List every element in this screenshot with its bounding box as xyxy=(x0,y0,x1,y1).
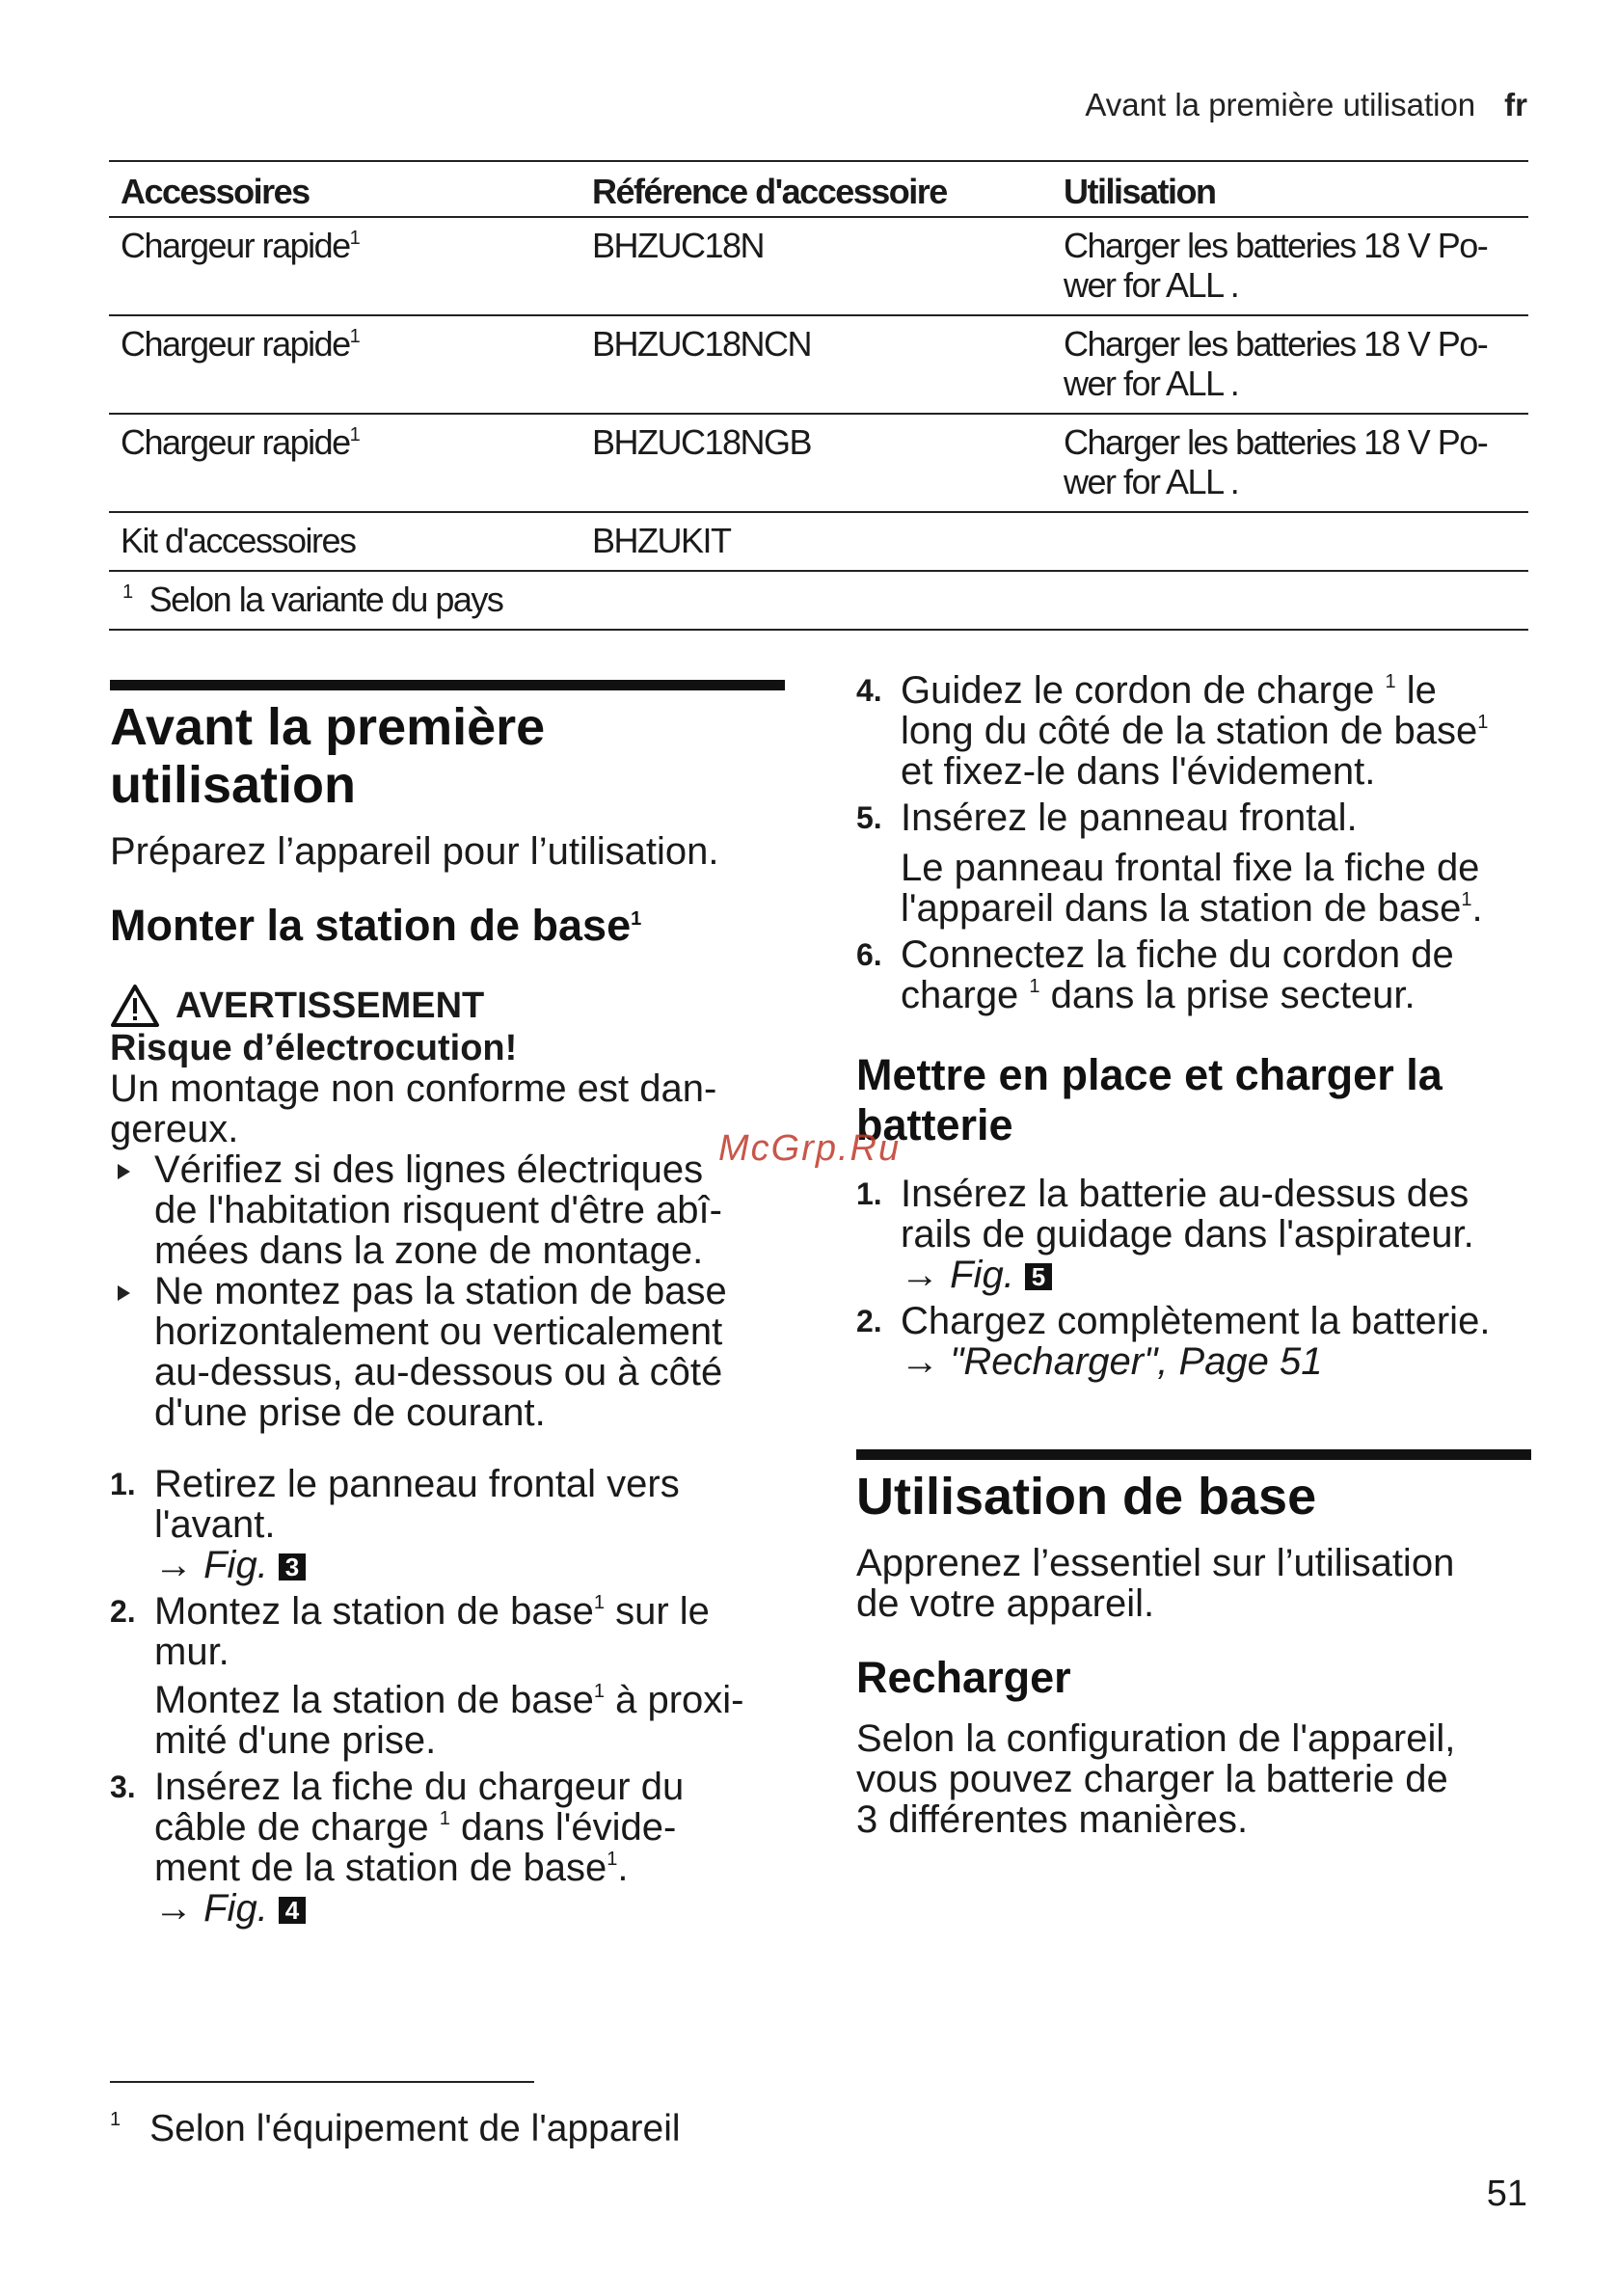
cell-sup: 1 xyxy=(349,228,360,249)
mount-steps xyxy=(110,1464,785,1929)
cell-sup: 1 xyxy=(349,424,360,446)
list-item xyxy=(110,1591,785,1761)
figure-reference xyxy=(154,1887,306,1930)
warning-title xyxy=(110,984,785,1028)
sup-mark: 1 xyxy=(607,1849,618,1870)
cell-name: Chargeur rapide xyxy=(121,422,350,462)
sup-mark: 1 xyxy=(1461,889,1472,910)
text-line: Connectez la fiche du cordon de xyxy=(901,933,1454,976)
cell-sup: 1 xyxy=(349,326,360,347)
text-line: horizontalement ou verticalement xyxy=(154,1310,723,1353)
text-line: vous pouvez charger la batterie de xyxy=(856,1758,1448,1800)
footnote-mark: 1 xyxy=(110,2109,121,2130)
warning-triangle-icon xyxy=(110,984,160,1028)
subheading-text: Monter la station de base xyxy=(110,901,632,950)
body-text xyxy=(856,1718,1531,1840)
ref-text[interactable]: "Recharger", Page 51 xyxy=(950,1340,1323,1383)
arrow-icon: → xyxy=(154,1544,193,1586)
cell-ref: BHZUC18N xyxy=(580,217,1052,315)
language-code: fr xyxy=(1504,87,1527,122)
arrow-icon: → xyxy=(901,1254,939,1296)
heading-line: utilisation xyxy=(110,756,356,814)
cell-name: Chargeur rapide xyxy=(121,324,350,364)
text-line: l'appareil dans la station de base xyxy=(901,887,1462,930)
text-line: Un montage non conforme est dan- xyxy=(110,1067,717,1110)
col-header-reference: Référence d'accessoire xyxy=(580,161,1052,217)
step-note: Le panneau frontal fixe la fiche de l'appareil dans la station de base$^1$. xyxy=(901,847,1483,930)
cell-use-cont: wer for ALL . xyxy=(1064,364,1239,403)
figure-number-badge: 3 xyxy=(279,1553,306,1580)
text-line: rails de guidage dans l'aspirateur. xyxy=(901,1213,1474,1256)
footnote-text: Selon l'équipement de l'appareil xyxy=(149,2108,681,2149)
text-line: Montez la station de base xyxy=(154,1590,594,1633)
text-line: l'avant. xyxy=(154,1503,276,1546)
cell-use: Charger les batteries 18 V Po- xyxy=(1064,226,1488,265)
warning-text xyxy=(110,1068,785,1149)
step-number: 3. xyxy=(110,1769,136,1804)
table-note-row xyxy=(109,571,1528,630)
text-line: charge xyxy=(901,974,1030,1016)
text-line: de votre appareil. xyxy=(856,1582,1155,1625)
sup-mark: 1 xyxy=(593,1681,605,1702)
section-rule xyxy=(856,1449,1531,1460)
text-line: Insérez la batterie au-dessus des xyxy=(901,1173,1470,1215)
subheading xyxy=(856,1050,1531,1150)
text-line: mées dans la zone de montage. xyxy=(154,1229,704,1272)
arrow-icon: → xyxy=(154,1887,193,1930)
cell-ref: BHZUC18NGB xyxy=(580,414,1052,512)
text-line: long du côté de la station de base xyxy=(901,710,1478,752)
table-row xyxy=(109,414,1528,512)
cell-name: Chargeur rapide xyxy=(121,226,350,265)
ref-text: Fig. xyxy=(950,1254,1014,1296)
table-row xyxy=(109,512,1528,571)
text-line: dans la prise secteur. xyxy=(1039,974,1416,1016)
step-number: 1. xyxy=(110,1467,136,1501)
step-number: 4. xyxy=(856,673,882,708)
list-item xyxy=(856,934,1531,1015)
figure-reference xyxy=(154,1544,306,1586)
ref-text: Fig. xyxy=(203,1887,268,1930)
text-line: Guidez le cordon de charge xyxy=(901,669,1386,712)
page-number: 51 xyxy=(1486,2174,1527,2214)
intro-text xyxy=(856,1543,1531,1624)
warning-label: AVERTISSEMENT xyxy=(175,986,485,1026)
section-rule xyxy=(110,680,785,690)
cell-ref: BHZUKIT xyxy=(580,512,1052,571)
page-reference-link[interactable] xyxy=(901,1340,1323,1383)
figure-number-badge: 5 xyxy=(1025,1263,1052,1290)
cell-ref: BHZUC18NCN xyxy=(580,315,1052,414)
note-mark: 1 xyxy=(122,581,132,603)
intro-text: Préparez l’appareil pour l’utilisation. xyxy=(110,830,719,873)
text-line: Insérez le panneau frontal. xyxy=(901,797,1358,839)
battery-steps xyxy=(856,1174,1531,1382)
text-line: le xyxy=(1395,669,1437,712)
heading-line: batterie xyxy=(856,1100,1013,1149)
sup-mark: 1 xyxy=(1385,671,1396,692)
step-number: 6. xyxy=(856,937,882,972)
sup-mark: 1 xyxy=(1029,976,1040,997)
subheading xyxy=(110,901,785,951)
step-note xyxy=(154,1680,785,1761)
heading-line: Avant la première xyxy=(110,698,546,756)
cell-use-cont: wer for ALL . xyxy=(1064,265,1239,305)
text-line: Le panneau frontal fixe la fiche de xyxy=(901,847,1480,889)
list-item: 3. Insérez la fiche du chargeur du câble de charge $^1$ dans l'évide- ment de la station de base$^1$. → Fig. 4 xyxy=(110,1766,685,1930)
step-number: 1. xyxy=(856,1176,882,1211)
list-item xyxy=(856,670,1531,792)
arrow-icon: → xyxy=(901,1340,939,1383)
text-line: et fixez-le dans l'évidement. xyxy=(901,750,1376,793)
text-line: sur le xyxy=(604,1590,710,1633)
section-title: Avant la première utilisation xyxy=(1085,87,1476,122)
warning-bullets xyxy=(110,1149,785,1433)
text-line: Selon la configuration de l'appareil, xyxy=(856,1717,1456,1760)
table-row xyxy=(109,217,1528,315)
sup-mark: 1 xyxy=(439,1808,450,1829)
step-number: 5. xyxy=(856,800,882,835)
list-item xyxy=(110,1464,785,1585)
text-line: Insérez la fiche du chargeur du xyxy=(154,1766,685,1808)
text-line: câble de charge xyxy=(154,1806,440,1849)
footnote xyxy=(110,2108,681,2150)
list-item xyxy=(856,1301,1531,1382)
table-note: Selon la variante du pays xyxy=(148,580,503,619)
text-line: dans l'évide- xyxy=(449,1806,677,1849)
section-heading xyxy=(110,698,785,814)
right-column xyxy=(856,670,1531,1840)
warning-box xyxy=(110,984,785,1433)
subheading: Recharger xyxy=(856,1653,1071,1702)
cell-use: Charger les batteries 18 V Po- xyxy=(1064,422,1488,462)
mount-steps-continued xyxy=(856,670,1531,1015)
col-header-accessoires: Accessoires xyxy=(109,161,580,217)
text-line: mur. xyxy=(154,1631,229,1673)
step-number: 2. xyxy=(856,1304,882,1338)
text-line: Apprenez l’essentiel sur l’utilisation xyxy=(856,1542,1455,1584)
text-line: de l'habitation risquent d'être abî- xyxy=(154,1189,722,1231)
sup-mark: 1 xyxy=(1477,712,1489,733)
section-heading: Utilisation de base xyxy=(856,1468,1317,1526)
text-line: Montez la station de base xyxy=(154,1679,594,1721)
text-line: ment de la station de base xyxy=(154,1847,607,1889)
figure-number-badge: 4 xyxy=(279,1897,306,1924)
warning-subtitle: Risque d’électrocution! xyxy=(110,1028,518,1068)
sup-mark: 1 xyxy=(631,908,642,930)
cell-name: Kit d'accessoires xyxy=(109,512,580,571)
list-item xyxy=(110,1149,785,1271)
ref-text: Fig. xyxy=(203,1544,268,1586)
list-item xyxy=(110,1271,785,1433)
accessories-table xyxy=(109,160,1528,631)
text-line: 3 différentes manières. xyxy=(856,1798,1249,1841)
cell-use xyxy=(1052,512,1528,571)
table-row xyxy=(109,315,1528,414)
text-line: d'une prise de courant. xyxy=(154,1391,546,1434)
running-header xyxy=(1085,87,1527,123)
left-column xyxy=(110,680,785,1929)
figure-reference xyxy=(901,1254,1052,1296)
text-line: Ne montez pas la station de base xyxy=(154,1270,727,1312)
cell-use-cont: wer for ALL . xyxy=(1064,462,1239,501)
watermark: McGrp.Ru xyxy=(718,1128,902,1169)
table-header-row xyxy=(109,161,1528,217)
text-line: au-dessus, au-dessous ou à côté xyxy=(154,1351,723,1393)
text-line: à proxi- xyxy=(604,1679,744,1721)
cell-use: Charger les batteries 18 V Po- xyxy=(1064,324,1488,364)
footnote-rule xyxy=(110,2081,534,2083)
step-number: 2. xyxy=(110,1594,136,1629)
list-item xyxy=(856,1174,1531,1295)
text-line: Retirez le panneau frontal vers xyxy=(154,1463,680,1505)
col-header-utilisation: Utilisation xyxy=(1052,161,1528,217)
list-item xyxy=(856,797,1531,929)
text-line: Chargez complètement la batterie. xyxy=(901,1300,1491,1342)
sup-mark: 1 xyxy=(593,1592,605,1613)
text-line: Vérifiez si des lignes électriques xyxy=(154,1148,704,1191)
text-line: gereux. xyxy=(110,1108,239,1150)
text-line: mité d'une prise. xyxy=(154,1719,437,1762)
heading-line: Mettre en place et charger la xyxy=(856,1050,1443,1099)
